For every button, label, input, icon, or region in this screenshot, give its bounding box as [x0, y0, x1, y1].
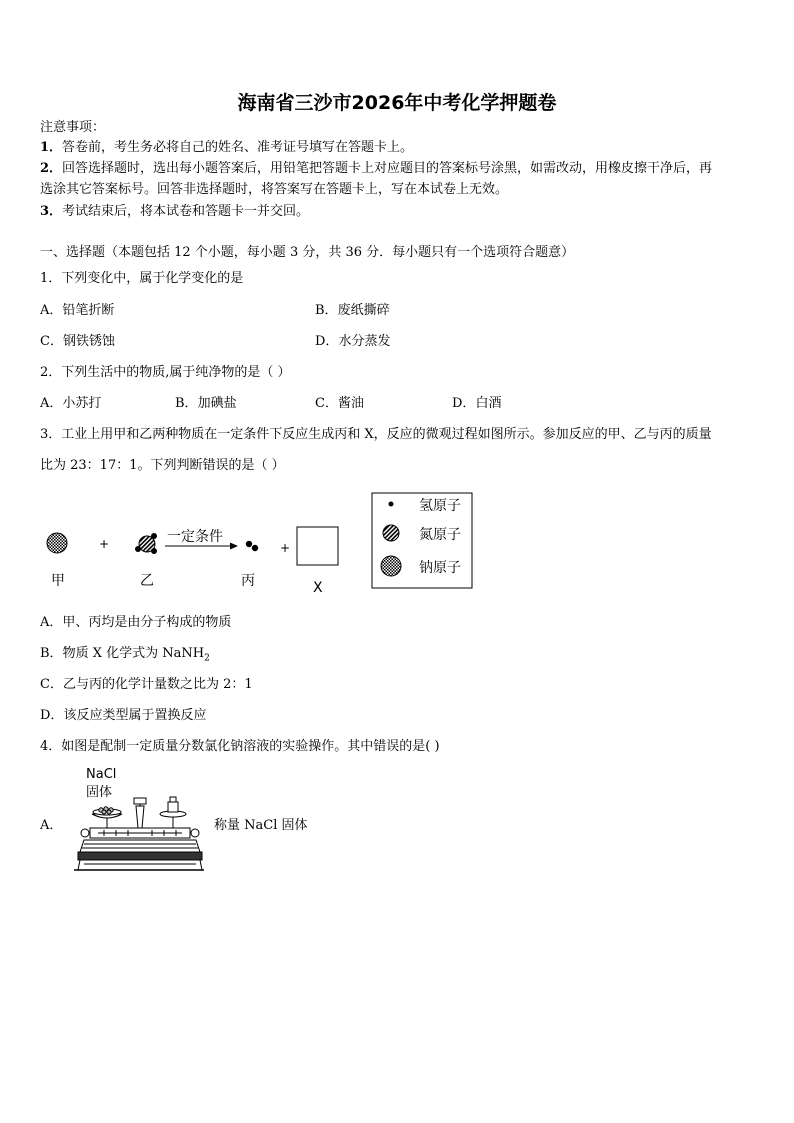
legend-sodium: 钠原子	[419, 560, 461, 576]
option-b: B．废纸撕碎	[315, 303, 390, 318]
question-stem-continued: 比为 23：17：1。下列判断错误的是（ ）	[40, 458, 285, 473]
sodium-atom-icon	[381, 556, 401, 576]
plus-sign: +	[99, 537, 110, 551]
plus-sign: +	[280, 541, 291, 555]
option-a: A．铅笔折断	[40, 303, 115, 318]
unknown-product-box	[297, 527, 338, 565]
option-a: A．小苏打	[40, 396, 102, 411]
question-stem: 2．下列生活中的物质,属于纯净物的是（ ）	[40, 365, 291, 380]
reaction-condition: 一定条件	[167, 529, 223, 545]
label-yi: 乙	[140, 573, 154, 589]
legend-hydrogen: 氢原子	[419, 498, 461, 514]
notice-item-continued: 选涂其它答案标号。回答非选择题时，将答案写在答题卡上，写在本试卷上无效。	[40, 182, 509, 197]
label-jia: 甲	[51, 573, 65, 589]
fig-label-solid: 固体	[86, 785, 113, 800]
balance-figure	[70, 762, 210, 874]
reaction-diagram	[0, 485, 794, 600]
notice-item: 3．考试结束后，将本试卷和答题卡一并交回。	[40, 204, 310, 219]
option-d: D．该反应类型属于置换反应	[40, 708, 207, 723]
notice-item: 1．答卷前，考生务必将自己的姓名、准考证号填写在答题卡上。	[40, 140, 414, 155]
ammonia-molecule-icon	[135, 533, 157, 554]
legend-nitrogen: 氮原子	[419, 527, 461, 543]
question-stem: 4．如图是配制一定质量分数氯化钠溶液的实验操作。其中错误的是( )	[40, 739, 440, 754]
arrow-head-icon	[230, 543, 238, 550]
option-a-caption: 称量 NaCl 固体	[214, 818, 308, 833]
balance-icon	[74, 797, 204, 870]
page-title: 海南省三沙市2026年中考化学押题卷	[237, 92, 557, 114]
option-b: B．物质 X 化学式为 NaNH$_2$	[40, 646, 210, 664]
option-d: D．水分蒸发	[315, 334, 391, 349]
fig-label-nacl: NaCl	[86, 767, 117, 782]
option-c: C．钢铁锈蚀	[40, 334, 115, 349]
sodium-atom-icon	[47, 533, 67, 553]
option-c: C．酱油	[315, 396, 364, 411]
option-a-label: A．	[40, 818, 63, 833]
question-stem: 1．下列变化中，属于化学变化的是	[40, 271, 244, 286]
option-c: C．乙与丙的化学计量数之比为 2：1	[40, 677, 253, 692]
hydrogen-molecule-icon	[246, 541, 258, 551]
section-heading: 一、选择题（本题包括 12 个小题，每小题 3 分，共 36 分．每小题只有一个选项符合题意）	[40, 245, 575, 260]
question-stem: 3．工业上用甲和乙两种物质在一定条件下反应生成丙和 X，反应的微观过程如图所示。参加反应的甲、乙与丙的质量	[40, 427, 712, 442]
option-a: A．甲、丙均是由分子构成的物质	[40, 615, 232, 630]
label-bing: 丙	[241, 573, 255, 589]
notice-heading: 注意事项：	[40, 120, 106, 135]
option-d: D．白酒	[452, 396, 502, 411]
label-x: X	[313, 580, 323, 596]
hydrogen-atom-icon	[389, 502, 394, 507]
nitrogen-atom-icon	[383, 525, 399, 541]
option-b: B．加碘盐	[175, 396, 237, 411]
notice-item: 2．回答选择题时，选出每小题答案后，用铅笔把答题卡上对应题目的答案标号涂黑，如需改动，用橡皮擦干净后，再	[40, 161, 713, 176]
